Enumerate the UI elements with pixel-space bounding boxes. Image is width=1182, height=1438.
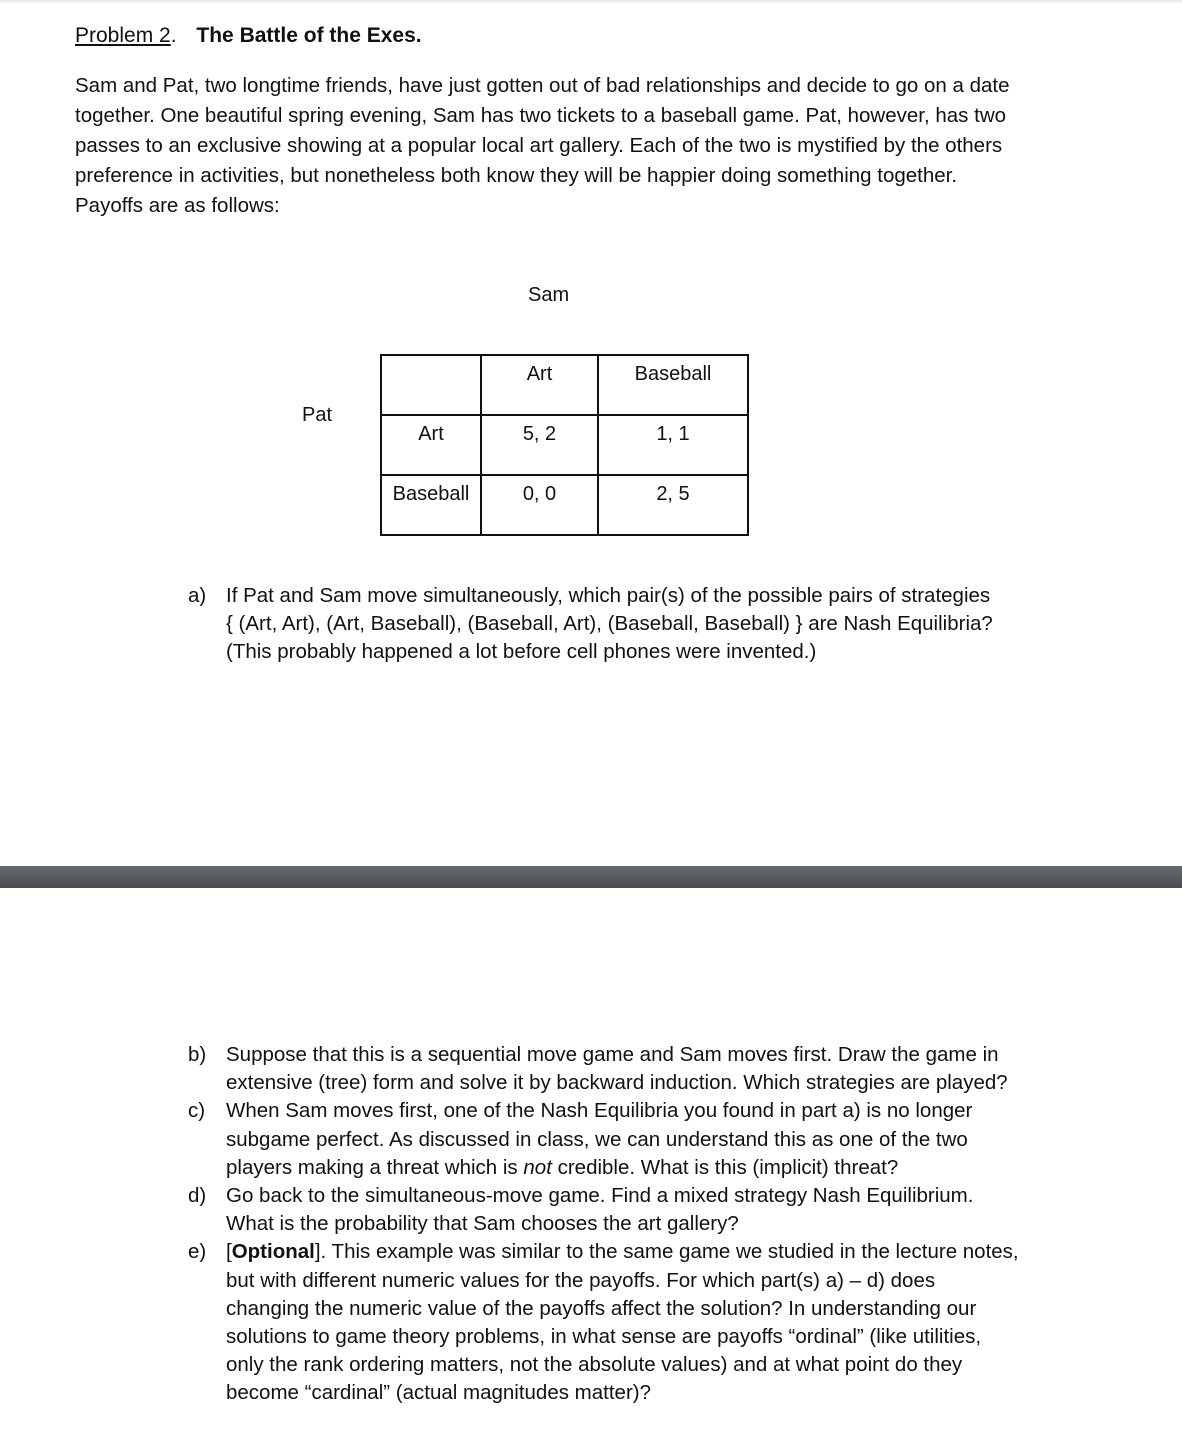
question-line: become “cardinal” (actual magnitudes matter)?	[226, 1381, 651, 1405]
matrix-row-art	[381, 415, 748, 475]
payoff-cell-art-art: 5, 2	[481, 415, 598, 475]
question-label: a)	[188, 584, 207, 607]
question-line: solutions to game theory problems, in what sense are payoffs “ordinal” (like utilities,	[226, 1325, 982, 1349]
problem-label: Problem 2	[75, 24, 171, 47]
column-header-baseball: Baseball	[598, 355, 748, 415]
question-label: d)	[188, 1184, 207, 1208]
intro-line: Sam and Pat, two longtime friends, have just gotten out of bad relationships and decide to go on a date	[75, 74, 1010, 97]
matrix-corner-cell	[381, 355, 481, 415]
payoff-matrix	[380, 354, 749, 536]
question-line: (This probably happened a lot before cell phones were invented.)	[226, 640, 817, 664]
question-label: e)	[188, 1240, 207, 1264]
optional-tag: Optional	[231, 1240, 315, 1264]
question-line	[226, 1154, 972, 1182]
row-player-label: Pat	[302, 404, 333, 426]
question-list-part-a	[188, 582, 993, 667]
question-label: b)	[188, 1043, 207, 1066]
question-text-run: credible. What is this (implicit) threat?	[551, 1155, 899, 1179]
question-text	[226, 1041, 1008, 1097]
question-label: c)	[188, 1099, 206, 1123]
question-line: What is the probability that Sam chooses the art gallery?	[226, 1212, 739, 1236]
column-header-art: Art	[481, 355, 598, 415]
question-line: If Pat and Sam move simultaneously, which pair(s) of the possible pairs of strategies	[226, 584, 991, 607]
payoff-cell-baseball-art: 0, 0	[481, 475, 598, 535]
payoff-cell-baseball-baseball: 2, 5	[598, 475, 748, 535]
question-text	[226, 1238, 1019, 1407]
question-text	[226, 582, 993, 667]
question-line: When Sam moves first, one of the Nash Equilibria you found in part a) is no longer	[226, 1099, 973, 1123]
question-e	[188, 1238, 1019, 1407]
page-divider	[0, 866, 1182, 888]
question-b	[188, 1041, 1019, 1097]
question-line	[226, 1238, 1019, 1266]
question-text-run: ]. This example was similar to the same game we studied in the lecture notes,	[314, 1240, 1019, 1264]
question-line: only the rank ordering matters, not the absolute values) and at what point do they	[226, 1353, 963, 1377]
question-c	[188, 1097, 1019, 1182]
page-top-edge	[0, 0, 1182, 4]
question-line: extensive (tree) form and solve it by backward induction. Which strategies are played?	[226, 1071, 1008, 1095]
problem-label-dot: .	[170, 24, 177, 47]
question-line: changing the numeric value of the payoffs affect the solution? In understanding our	[226, 1296, 977, 1320]
problem-intro	[75, 71, 1075, 221]
row-header-art: Art	[381, 415, 481, 475]
problem-heading	[75, 22, 422, 50]
intro-line: together. One beautiful spring evening, Sam has two tickets to a baseball game. Pat, however, has two	[75, 104, 1007, 127]
payoff-cell-art-baseball: 1, 1	[598, 415, 748, 475]
emphasis-not: not	[523, 1155, 552, 1179]
question-text	[226, 1097, 972, 1182]
intro-line: preference in activities, but nonetheless both know they will be happier doing something together.	[75, 164, 958, 187]
question-line: Suppose that this is a sequential move game and Sam moves first. Draw the game in	[226, 1043, 999, 1066]
intro-line: Payoffs are as follows:	[75, 194, 280, 217]
row-header-baseball: Baseball	[381, 475, 481, 535]
matrix-header-row	[381, 355, 748, 415]
question-a	[188, 582, 993, 667]
question-line: Go back to the simultaneous-move game. Find a mixed strategy Nash Equilibrium.	[226, 1184, 974, 1208]
question-list-parts-b-e	[188, 1041, 1019, 1408]
question-line: { (Art, Art), (Art, Baseball), (Baseball, Art), (Baseball, Baseball) } are Nash Equilibria?	[226, 612, 993, 636]
column-player-label: Sam	[528, 284, 570, 306]
matrix-row-baseball	[381, 475, 748, 535]
question-text-run: [	[226, 1240, 232, 1264]
question-d	[188, 1182, 1019, 1238]
question-text-run: players making a threat which is	[226, 1155, 524, 1179]
question-line: but with different numeric values for the payoffs. For which part(s) a) – d) does	[226, 1268, 936, 1292]
question-line: subgame perfect. As discussed in class, we can understand this as one of the two	[226, 1127, 968, 1151]
intro-line: passes to an exclusive showing at a popular local art gallery. Each of the two is mystified by the others	[75, 134, 1003, 157]
problem-title: The Battle of the Exes.	[196, 24, 422, 47]
question-text	[226, 1182, 973, 1238]
